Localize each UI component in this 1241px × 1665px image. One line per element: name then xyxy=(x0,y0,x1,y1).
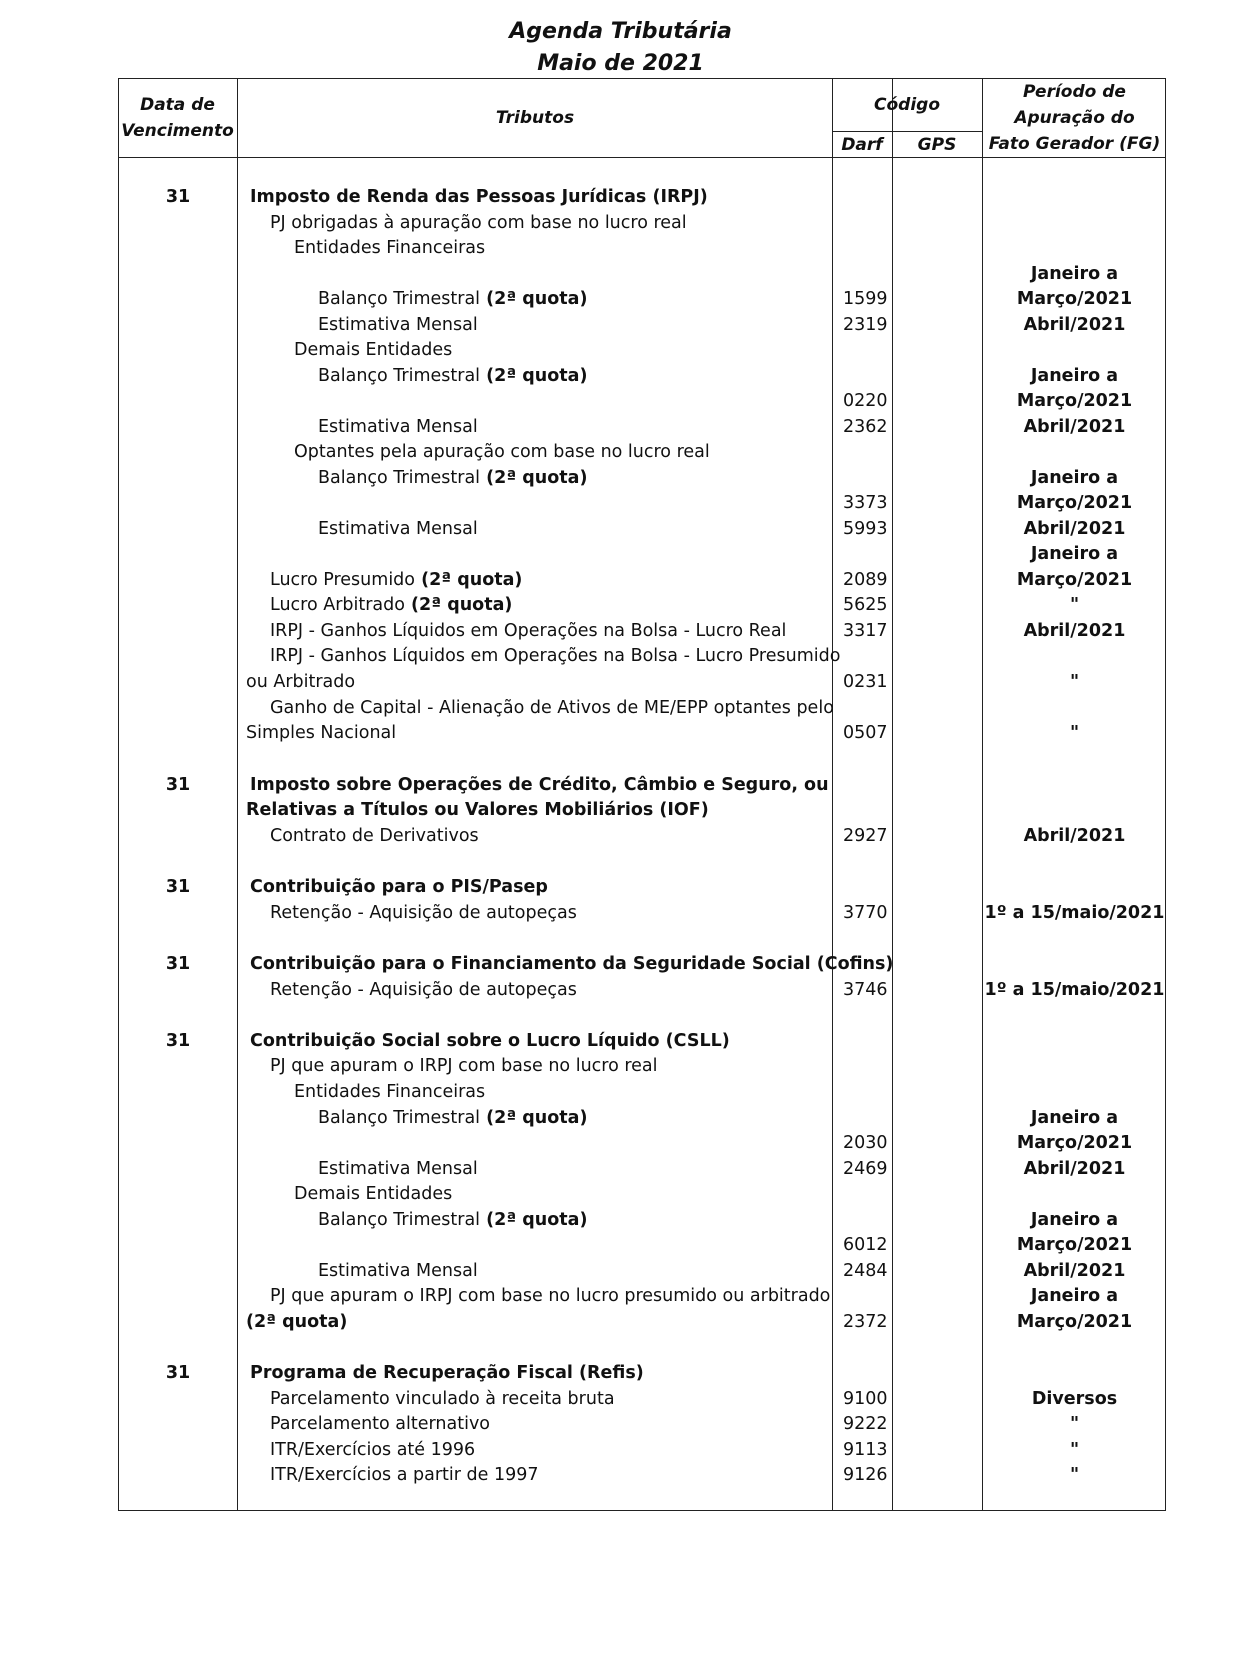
darf-code: 2319 xyxy=(843,315,888,335)
table-row xyxy=(0,1002,1241,1028)
assessment-period: " xyxy=(1069,1465,1080,1485)
tax-description: PJ que apuram o IRPJ com base no lucro real xyxy=(270,1056,658,1076)
table-row xyxy=(0,823,1241,849)
tax-description: Relativas a Títulos ou Valores Mobiliários (IOF) xyxy=(246,800,709,820)
assessment-period: Abril/2021 xyxy=(1023,1261,1126,1281)
document-subtitle: Maio de 2021 xyxy=(537,51,704,76)
table-row xyxy=(0,1105,1241,1131)
assessment-period: " xyxy=(1069,723,1080,743)
table-row xyxy=(0,900,1241,926)
header-darf: Darf xyxy=(841,135,883,155)
darf-code: 5993 xyxy=(843,519,888,539)
tax-description: Estimativa Mensal xyxy=(318,1261,478,1281)
table-row xyxy=(0,1462,1241,1488)
tax-description: Demais Entidades xyxy=(294,1184,453,1204)
tax-description: Retenção - Aquisição de autopeças xyxy=(270,903,577,923)
quota-note: (2ª quota) xyxy=(480,289,588,309)
due-date: 31 xyxy=(165,187,191,207)
quota-note: (2ª quota) xyxy=(415,570,523,590)
tax-description: Estimativa Mensal xyxy=(318,1159,478,1179)
darf-code: 0220 xyxy=(843,391,888,411)
table-row xyxy=(0,1334,1241,1360)
due-date: 31 xyxy=(165,775,191,795)
assessment-period: Março/2021 xyxy=(1016,570,1133,590)
tax-description: PJ que apuram o IRPJ com base no lucro presumido ou arbitrado xyxy=(270,1286,831,1306)
tax-description: Lucro Presumido (2ª quota) xyxy=(270,570,523,590)
assessment-period: " xyxy=(1069,672,1080,692)
assessment-period: Janeiro a xyxy=(1030,1210,1119,1230)
table-row xyxy=(0,541,1241,567)
tax-description: PJ obrigadas à apuração com base no lucro real xyxy=(270,213,687,233)
document-title: Agenda Tributária xyxy=(509,19,732,44)
darf-code: 2372 xyxy=(843,1312,888,1332)
table-row xyxy=(0,1207,1241,1233)
table-row xyxy=(0,261,1241,287)
assessment-period: Abril/2021 xyxy=(1023,1159,1126,1179)
table-row xyxy=(0,312,1241,338)
assessment-period: 1º a 15/maio/2021 xyxy=(984,980,1165,1000)
tax-description: Contrato de Derivativos xyxy=(270,826,479,846)
tax-description: Programa de Recuperação Fiscal (Refis) xyxy=(250,1363,644,1383)
assessment-period: Janeiro a xyxy=(1030,264,1119,284)
table-row xyxy=(0,977,1241,1003)
tax-description: Parcelamento vinculado à receita bruta xyxy=(270,1389,615,1409)
tax-description: Entidades Financeiras xyxy=(294,238,486,258)
table-row xyxy=(0,1053,1241,1079)
table-row xyxy=(0,874,1241,900)
quota-note: (2ª quota) xyxy=(480,1210,588,1230)
darf-code: 2469 xyxy=(843,1159,888,1179)
darf-code: 2089 xyxy=(843,570,888,590)
darf-code: 3317 xyxy=(843,621,888,641)
darf-code: 0231 xyxy=(843,672,888,692)
assessment-period: Março/2021 xyxy=(1016,1235,1133,1255)
tax-description xyxy=(246,1309,347,1335)
table-row xyxy=(0,1181,1241,1207)
quota-note: (2ª quota) xyxy=(404,595,513,615)
table-row xyxy=(0,592,1241,618)
table-row xyxy=(0,567,1241,593)
darf-code: 5625 xyxy=(843,595,888,615)
table-row xyxy=(0,1386,1241,1412)
header-date: Data de Vencimento xyxy=(121,95,234,141)
darf-code: 2362 xyxy=(843,417,888,437)
darf-code: 6012 xyxy=(843,1235,888,1255)
tax-description: Balanço Trimestral (2ª quota) xyxy=(318,1210,588,1230)
quota-note: (2ª quota) xyxy=(480,366,588,386)
table-row xyxy=(0,210,1241,236)
table-row xyxy=(0,951,1241,977)
tax-description: Balanço Trimestral (2ª quota) xyxy=(318,366,588,386)
table-row xyxy=(0,1028,1241,1054)
assessment-period: Abril/2021 xyxy=(1023,417,1126,437)
tax-description: ITR/Exercícios até 1996 xyxy=(270,1440,476,1460)
tax-description: Estimativa Mensal xyxy=(318,519,478,539)
tax-description: Imposto sobre Operações de Crédito, Câmbio e Seguro, ou xyxy=(250,775,829,795)
table-row xyxy=(0,695,1241,721)
assessment-period: " xyxy=(1069,595,1080,615)
table-row xyxy=(0,720,1241,746)
tax-description: Demais Entidades xyxy=(294,340,453,360)
assessment-period: Março/2021 xyxy=(1016,1133,1133,1153)
table-row xyxy=(0,1232,1241,1258)
assessment-period: Diversos xyxy=(1031,1389,1118,1409)
table-row xyxy=(0,1283,1241,1309)
assessment-period: " xyxy=(1069,1414,1080,1434)
assessment-period: Abril/2021 xyxy=(1023,315,1126,335)
tax-description: Balanço Trimestral (2ª quota) xyxy=(318,468,588,488)
table-row xyxy=(0,849,1241,875)
assessment-period: Março/2021 xyxy=(1016,391,1133,411)
table-row xyxy=(0,746,1241,772)
table-row xyxy=(0,1309,1241,1335)
assessment-period: Abril/2021 xyxy=(1023,621,1126,641)
table-row xyxy=(0,1437,1241,1463)
assessment-period: Março/2021 xyxy=(1016,289,1133,309)
table-row xyxy=(0,337,1241,363)
darf-code: 1599 xyxy=(843,289,888,309)
table-row xyxy=(0,465,1241,491)
assessment-period: Janeiro a xyxy=(1030,1286,1119,1306)
table-row xyxy=(0,286,1241,312)
tax-description: Contribuição para o PIS/Pasep xyxy=(250,877,548,897)
tax-description: Simples Nacional xyxy=(246,723,397,743)
assessment-period: Janeiro a xyxy=(1030,544,1119,564)
due-date: 31 xyxy=(165,1031,191,1051)
tax-description: ou Arbitrado xyxy=(246,672,356,692)
table-row xyxy=(0,439,1241,465)
table-row xyxy=(0,797,1241,823)
darf-code: 2927 xyxy=(843,826,888,846)
tax-description: Ganho de Capital - Alienação de Ativos de ME/EPP optantes pelo xyxy=(270,698,834,718)
darf-code: 3373 xyxy=(843,493,888,513)
tax-description: Estimativa Mensal xyxy=(318,417,478,437)
table-row xyxy=(0,926,1241,952)
table-row xyxy=(0,235,1241,261)
table-row xyxy=(0,1411,1241,1437)
tax-description: Imposto de Renda das Pessoas Jurídicas (IRPJ) xyxy=(250,187,708,207)
assessment-period: Março/2021 xyxy=(1016,1312,1133,1332)
table-row xyxy=(0,363,1241,389)
table-row xyxy=(0,184,1241,210)
tax-description: IRPJ - Ganhos Líquidos em Operações na Bolsa - Lucro Presumido xyxy=(270,646,841,666)
darf-code: 9126 xyxy=(843,1465,888,1485)
tax-description: Parcelamento alternativo xyxy=(270,1414,491,1434)
quota-note: (2ª quota) xyxy=(480,1108,588,1128)
assessment-period: 1º a 15/maio/2021 xyxy=(984,903,1165,923)
darf-code: 9113 xyxy=(843,1440,888,1460)
header-tributos: Tributos xyxy=(495,108,575,128)
table-row xyxy=(0,618,1241,644)
table-row xyxy=(0,1079,1241,1105)
due-date: 31 xyxy=(165,877,191,897)
quota-note: (2ª quota) xyxy=(480,468,588,488)
table-row xyxy=(0,490,1241,516)
tax-description: Contribuição Social sobre o Lucro Líquido (CSLL) xyxy=(250,1031,730,1051)
header-periodo: Período de Apuração do Fato Gerador (FG) xyxy=(988,82,1161,154)
table-row xyxy=(0,414,1241,440)
tax-description: Balanço Trimestral (2ª quota) xyxy=(318,1108,588,1128)
assessment-period: Janeiro a xyxy=(1030,1108,1119,1128)
darf-code: 9100 xyxy=(843,1389,888,1409)
tax-description: Lucro Arbitrado (2ª quota) xyxy=(270,595,513,615)
table-row xyxy=(0,643,1241,669)
table-row xyxy=(0,1130,1241,1156)
header-codigo: Código xyxy=(874,95,940,115)
table-row xyxy=(0,388,1241,414)
table-row xyxy=(0,1156,1241,1182)
assessment-period: Janeiro a xyxy=(1030,468,1119,488)
assessment-period: " xyxy=(1069,1440,1080,1460)
darf-code: 0507 xyxy=(843,723,888,743)
darf-code: 2484 xyxy=(843,1261,888,1281)
tax-description: Estimativa Mensal xyxy=(318,315,478,335)
assessment-period: Abril/2021 xyxy=(1023,519,1126,539)
table-row xyxy=(0,772,1241,798)
tax-description: Contribuição para o Financiamento da Seguridade Social (Cofins) xyxy=(250,954,894,974)
assessment-period: Março/2021 xyxy=(1016,493,1133,513)
assessment-period: Abril/2021 xyxy=(1023,826,1126,846)
assessment-period: Janeiro a xyxy=(1030,366,1119,386)
tax-description: Retenção - Aquisição de autopeças xyxy=(270,980,577,1000)
darf-code: 9222 xyxy=(843,1414,888,1434)
darf-code: 3770 xyxy=(843,903,888,923)
table-row xyxy=(0,1360,1241,1386)
darf-code: 3746 xyxy=(843,980,888,1000)
tax-description: ITR/Exercícios a partir de 1997 xyxy=(270,1465,539,1485)
darf-code: 2030 xyxy=(843,1133,888,1153)
header-bottom-rule xyxy=(118,157,1166,158)
table-row xyxy=(0,669,1241,695)
tax-description: Entidades Financeiras xyxy=(294,1082,486,1102)
quota-note: (2ª quota) xyxy=(246,1312,348,1332)
due-date: 31 xyxy=(165,954,191,974)
due-date: 31 xyxy=(165,1363,191,1383)
header-gps: GPS xyxy=(917,135,957,155)
table-row xyxy=(0,1258,1241,1284)
tax-description: IRPJ - Ganhos Líquidos em Operações na Bolsa - Lucro Real xyxy=(270,621,787,641)
tax-description: Optantes pela apuração com base no lucro real xyxy=(294,442,710,462)
tax-description: Balanço Trimestral (2ª quota) xyxy=(318,289,588,309)
table-row xyxy=(0,516,1241,542)
